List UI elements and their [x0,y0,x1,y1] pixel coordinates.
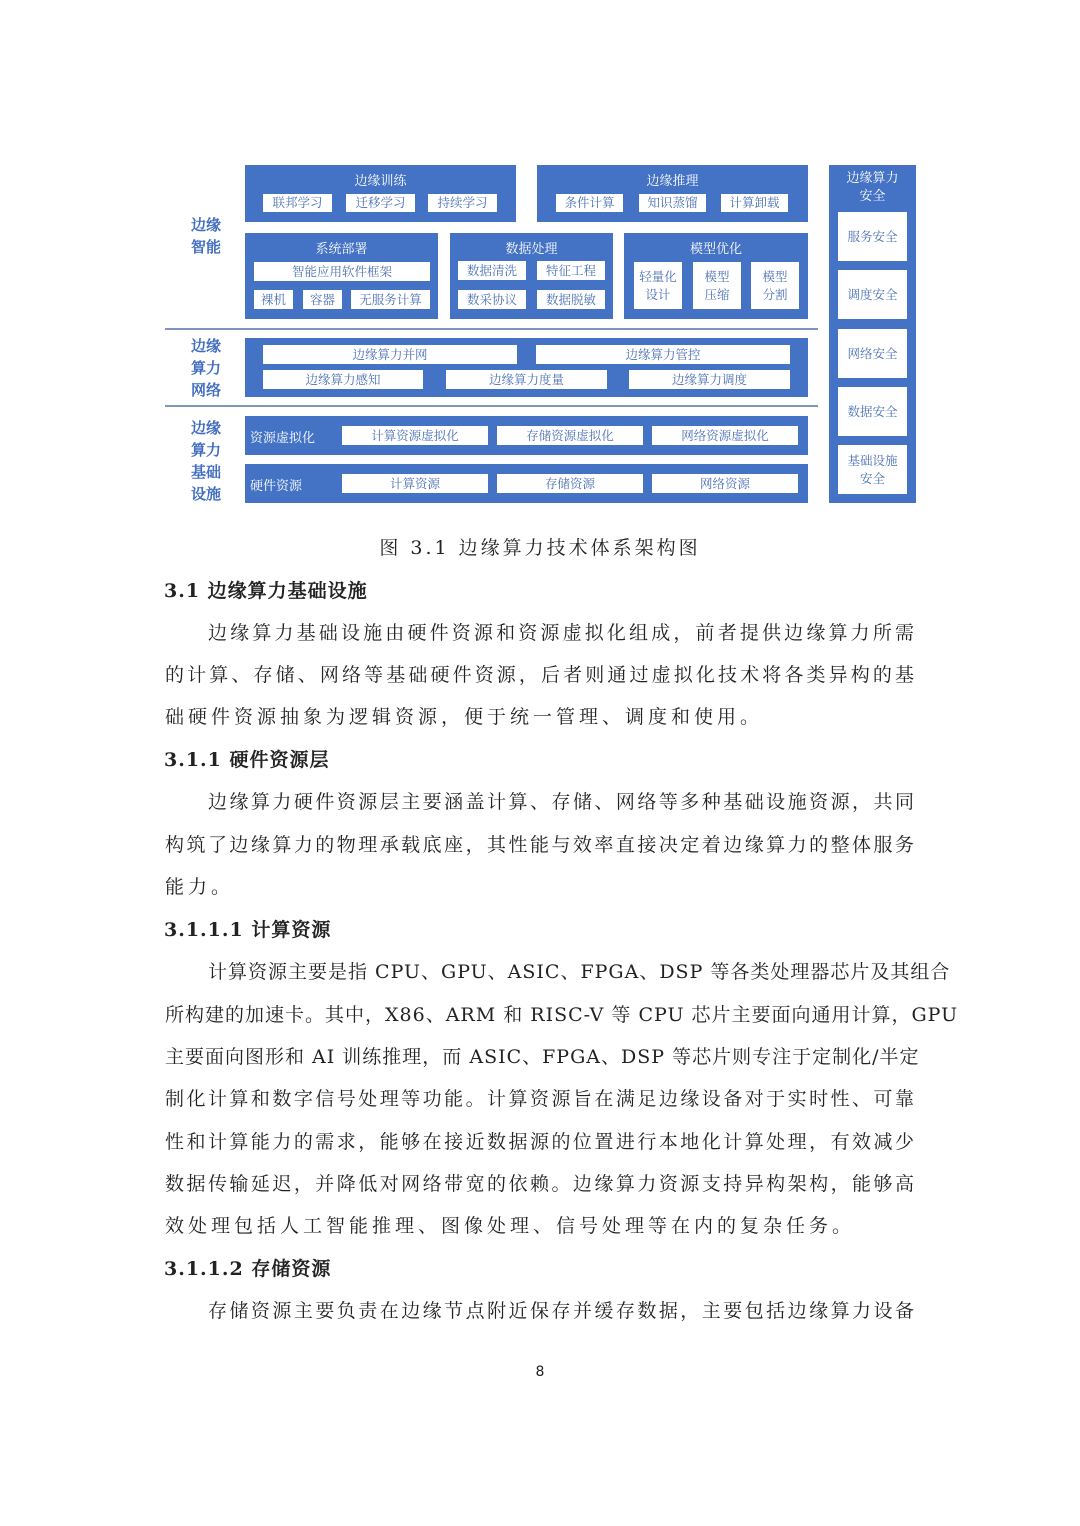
label-edge-infrastructure: 边缘算力基础设施 [190,419,221,503]
security-item: 网络安全 [838,329,907,378]
virtualization-item: 存储资源虚拟化 [497,426,643,445]
inference-item: 计算卸载 [721,194,788,212]
model-optimization-title: 模型优化 [689,242,742,257]
security-item: 数据安全 [838,387,907,436]
security-item: 基础设施 安全 [838,445,907,494]
page-number: 8 [535,1364,545,1380]
training-item: 联邦学习 [263,194,332,212]
model-optimization-item: 模型 压缩 [693,262,741,309]
section-heading: 3.1.1.1 计算资源 [164,919,332,941]
data-processing-item: 数据清洗 [458,261,526,280]
paragraph-line: 构筑了边缘算力的物理承载底座，其性能与效率直接决定着边缘算力的整体服务 [165,834,915,856]
paragraph-line: 性和计算能力的需求，能够在接近数据源的位置进行本地化计算处理，有效减少 [165,1131,915,1153]
model-optimization-item: 轻量化 设计 [634,262,682,309]
divider-line [165,328,818,330]
divider-line [165,405,818,407]
label-edge-network: 边缘算力网络 [190,337,221,399]
paragraph-line: 数据传输延迟，并降低对网络带宽的依赖。边缘算力资源支持异构架构，能够高 [165,1173,915,1195]
section-heading: 3.1.1 硬件资源层 [164,749,330,771]
deployment-framework: 智能应用软件框架 [254,262,430,281]
label-edge-intelligence: 边缘智能 [190,216,221,256]
training-item: 持续学习 [428,194,497,212]
network-item: 边缘算力感知 [263,370,423,389]
deployment-item: 无服务计算 [351,290,430,309]
data-processing-title: 数据处理 [505,242,558,257]
inference-item: 条件计算 [556,194,623,212]
hardware-item: 存储资源 [497,474,643,493]
paragraph-line: 边缘算力硬件资源层主要涵盖计算、存储、网络等多种基础设施资源，共同 [208,791,915,813]
data-processing-item: 特征工程 [537,261,605,280]
security-item: 调度安全 [838,270,907,319]
paragraph-line: 制化计算和数字信号处理等功能。计算资源旨在满足边缘设备对于实时性、可靠 [165,1088,915,1110]
paragraph-line: 边缘算力基础设施由硬件资源和资源虚拟化组成，前者提供边缘算力所需 [208,622,915,644]
virtualization-title: 资源虚拟化 [250,431,316,446]
figure-caption: 图 3.1 边缘算力技术体系架构图 [379,537,701,559]
paragraph-line: 所构建的加速卡。其中，X86、ARM 和 RISC-V 等 CPU 芯片主要面向通用计算，GPU [165,1004,959,1026]
paragraph-line: 计算资源主要是指 CPU、GPU、ASIC、FPGA、DSP 等各类处理器芯片及其组合 [208,961,951,983]
security-item: 服务安全 [838,212,907,261]
paragraph-line: 础硬件资源抽象为逻辑资源，便于统一管理、调度和使用。 [165,706,764,728]
edge-inference-title: 边缘推理 [646,174,699,189]
paragraph-line: 能力。 [165,876,235,898]
data-processing-item: 数据脱敏 [537,290,605,309]
network-item: 边缘算力度量 [446,370,607,389]
system-deployment-title: 系统部署 [315,242,368,257]
network-item: 边缘算力管控 [536,345,790,364]
virtualization-item: 计算资源虚拟化 [342,426,488,445]
virtualization-item: 网络资源虚拟化 [652,426,798,445]
hardware-item: 网络资源 [652,474,798,493]
deployment-item: 容器 [303,290,342,309]
edge-training-title: 边缘训练 [354,174,407,189]
deployment-item: 裸机 [254,290,293,309]
paragraph-line: 效处理包括人工智能推理、图像处理、信号处理等在内的复杂任务。 [165,1215,856,1237]
section-heading: 3.1 边缘算力基础设施 [164,580,368,602]
section-heading: 3.1.1.2 存储资源 [164,1258,332,1280]
inference-item: 知识蒸馏 [639,194,706,212]
paragraph-line: 的计算、存储、网络等基础硬件资源，后者则通过虚拟化技术将各类异构的基 [165,664,915,686]
paragraph-line: 主要面向图形和 AI 训练推理，而 ASIC、FPGA、DSP 等芯片则专注于定制化/半定 [165,1046,920,1068]
training-item: 迁移学习 [346,194,415,212]
hardware-item: 计算资源 [342,474,488,493]
network-item: 边缘算力并网 [263,345,517,364]
hardware-title: 硬件资源 [250,479,303,494]
network-item: 边缘算力调度 [629,370,790,389]
security-title: 边缘算力 安全 [846,171,899,204]
paragraph-line: 存储资源主要负责在边缘节点附近保存并缓存数据，主要包括边缘算力设备 [208,1300,915,1322]
data-processing-item: 数采协议 [458,290,526,309]
model-optimization-item: 模型 分割 [751,262,799,309]
